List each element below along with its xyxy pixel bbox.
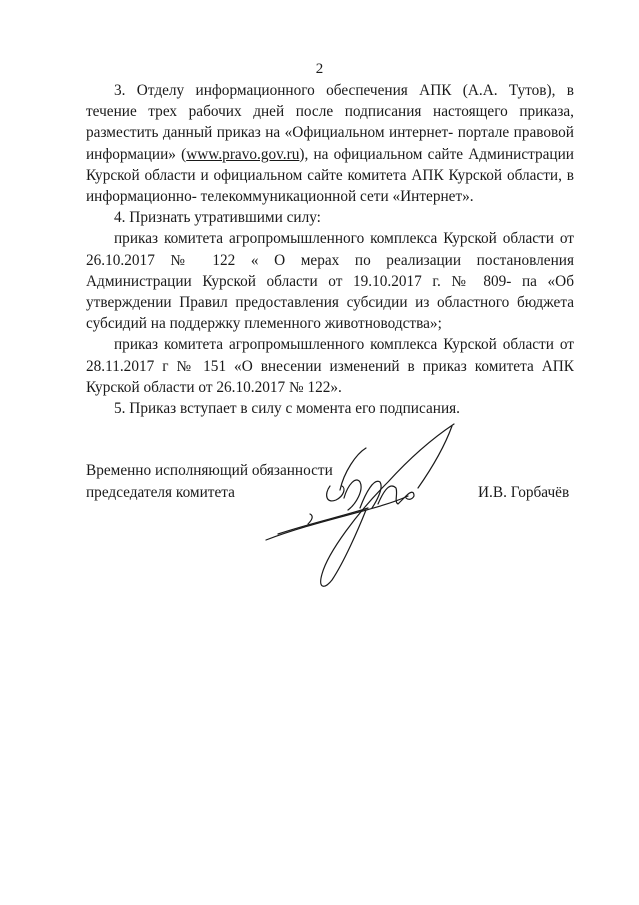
page-number: 2 [315, 61, 324, 77]
signer-name: И.В. Горбачёв [478, 484, 570, 501]
position-line-2: председателя комитета [86, 484, 235, 501]
pravo-link[interactable]: www.pravo.gov.ru [186, 145, 300, 163]
paragraph-3-text-end: ), на официальном сайте Администрации Курской области и официальном сайте комитета АПК Курской области, в информационно- телекоммуникационной сети «Интернет». [86, 145, 574, 206]
document-body [86, 80, 574, 419]
handwritten-signature [248, 412, 478, 602]
paragraph-4-order-122: приказ комитета агропромышленного комплекса Курской области от 26.10.2017 № 122 « О мерах по реализации постановления Администрации Курской области от 19.10.2017 г. № 809- па «Об утверждении Правил предоставления субсидии из областного бюджета субсидий на поддержку племенного животноводства»; [86, 230, 574, 333]
paragraph-4: 4. Признать утратившими силу: [114, 209, 321, 227]
paragraph-4-order-151: приказ комитета агропромышленного комплекса Курской области от 28.11.2017 г № 151 «О внесении изменений в приказ комитета АПК Курской области от 26.10.2017 № 122». [86, 336, 574, 396]
paragraph-5: 5. Приказ вступает в силу с момента его подписания. [114, 400, 460, 418]
paragraph-3-text-start: 3. Отделу информационного обеспечения АПК (А.А. Тутов), в течение трех рабочих дней после подписания настоящего приказа, разместить данный приказ на «Официальном интернет- портале правовой информации» ( [86, 82, 574, 163]
paragraph-3 [86, 80, 574, 207]
position-line-1: Временно исполняющий обязанности [86, 462, 333, 479]
